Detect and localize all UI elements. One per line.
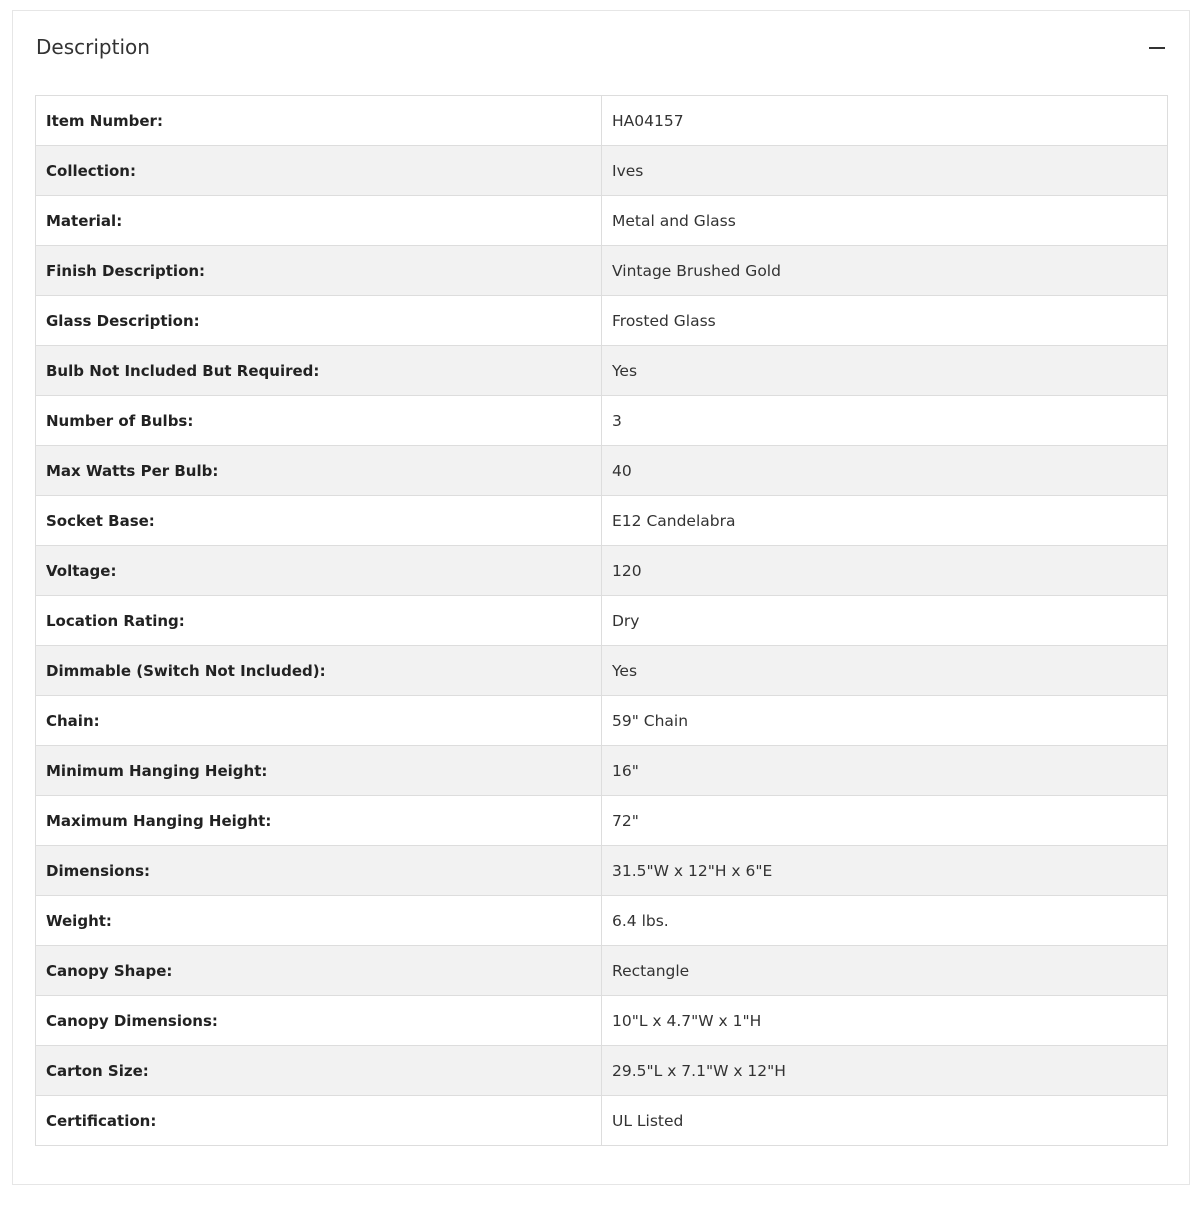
spec-label: Weight:	[36, 896, 602, 946]
spec-label: Glass Description:	[36, 296, 602, 346]
spec-label: Maximum Hanging Height:	[36, 796, 602, 846]
spec-label: Item Number:	[36, 96, 602, 146]
table-row	[36, 896, 1168, 946]
table-row	[36, 746, 1168, 796]
spec-table	[35, 95, 1168, 1146]
table-row	[36, 596, 1168, 646]
spec-value: 31.5"W x 12"H x 6"E	[602, 846, 1168, 896]
spec-label: Bulb Not Included But Required:	[36, 346, 602, 396]
spec-value: Yes	[602, 646, 1168, 696]
spec-label: Collection:	[36, 146, 602, 196]
spec-value: Dry	[602, 596, 1168, 646]
table-row	[36, 996, 1168, 1046]
spec-value: Frosted Glass	[602, 296, 1168, 346]
spec-label: Max Watts Per Bulb:	[36, 446, 602, 496]
minus-icon	[1149, 47, 1165, 49]
table-row	[36, 146, 1168, 196]
table-row	[36, 446, 1168, 496]
spec-value: Metal and Glass	[602, 196, 1168, 246]
table-row	[36, 1046, 1168, 1096]
spec-value: 120	[602, 546, 1168, 596]
spec-value: 29.5"L x 7.1"W x 12"H	[602, 1046, 1168, 1096]
spec-label: Certification:	[36, 1096, 602, 1146]
spec-label: Material:	[36, 196, 602, 246]
spec-label: Finish Description:	[36, 246, 602, 296]
table-row	[36, 846, 1168, 896]
spec-value: 10"L x 4.7"W x 1"H	[602, 996, 1168, 1046]
spec-value: 72"	[602, 796, 1168, 846]
table-row	[36, 396, 1168, 446]
spec-value: 6.4 lbs.	[602, 896, 1168, 946]
spec-value: UL Listed	[602, 1096, 1168, 1146]
spec-label: Canopy Dimensions:	[36, 996, 602, 1046]
table-row	[36, 246, 1168, 296]
spec-label: Carton Size:	[36, 1046, 602, 1096]
spec-label: Chain:	[36, 696, 602, 746]
spec-label: Dimmable (Switch Not Included):	[36, 646, 602, 696]
spec-label: Minimum Hanging Height:	[36, 746, 602, 796]
spec-value: Vintage Brushed Gold	[602, 246, 1168, 296]
table-row	[36, 646, 1168, 696]
spec-value: 40	[602, 446, 1168, 496]
spec-value: 59" Chain	[602, 696, 1168, 746]
table-row	[36, 946, 1168, 996]
spec-label: Voltage:	[36, 546, 602, 596]
spec-label: Dimensions:	[36, 846, 602, 896]
table-row	[36, 496, 1168, 546]
table-row	[36, 696, 1168, 746]
table-row	[36, 796, 1168, 846]
table-row	[36, 1096, 1168, 1146]
collapse-button[interactable]	[1147, 37, 1167, 57]
spec-label: Number of Bulbs:	[36, 396, 602, 446]
table-row	[36, 196, 1168, 246]
spec-label: Socket Base:	[36, 496, 602, 546]
table-row	[36, 296, 1168, 346]
spec-label: Location Rating:	[36, 596, 602, 646]
spec-label: Canopy Shape:	[36, 946, 602, 996]
spec-value: 16"	[602, 746, 1168, 796]
spec-value: HA04157	[602, 96, 1168, 146]
table-row	[36, 546, 1168, 596]
description-header[interactable]	[13, 11, 1189, 85]
spec-value: 3	[602, 396, 1168, 446]
spec-value: Yes	[602, 346, 1168, 396]
section-title: Description	[36, 35, 150, 59]
spec-value: Ives	[602, 146, 1168, 196]
spec-value: Rectangle	[602, 946, 1168, 996]
table-row	[36, 346, 1168, 396]
description-panel	[12, 10, 1190, 1185]
table-row	[36, 96, 1168, 146]
spec-value: E12 Candelabra	[602, 496, 1168, 546]
